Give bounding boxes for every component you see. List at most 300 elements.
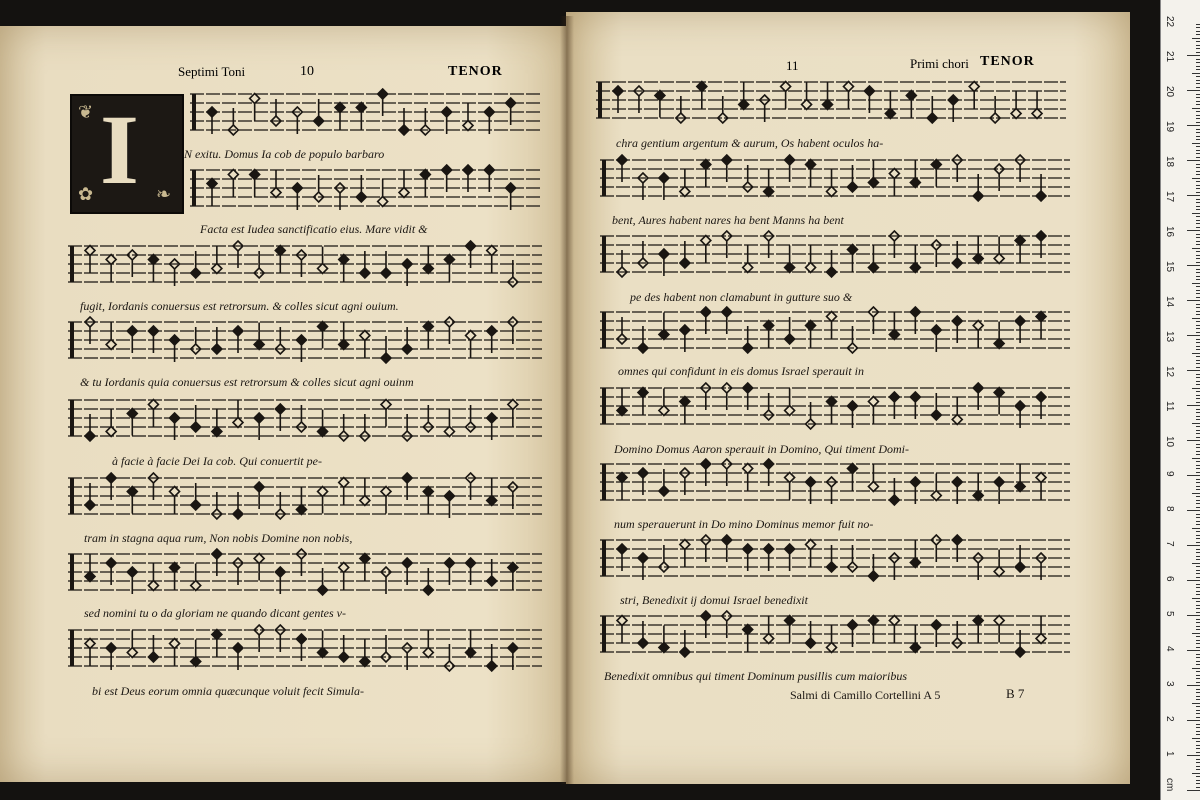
note (847, 464, 857, 491)
note (785, 616, 795, 643)
ruler-tick (1196, 24, 1200, 25)
ruler-tick (1192, 668, 1200, 669)
ruler-tick (1196, 636, 1200, 637)
note (994, 322, 1004, 349)
ruler-tick (1196, 419, 1200, 420)
ruler-tick (1196, 696, 1200, 697)
note (106, 410, 116, 437)
note (910, 246, 920, 273)
ruler-label: 10 (1164, 436, 1175, 448)
measuring-ruler (1160, 0, 1200, 800)
ruler-tick (1196, 104, 1200, 105)
ruler-tick (1196, 132, 1200, 133)
clef-icon (602, 160, 606, 196)
note (617, 616, 627, 643)
note (1036, 617, 1046, 644)
ruler-tick (1192, 178, 1200, 179)
note (743, 625, 753, 652)
ruler-tick (1196, 374, 1200, 375)
ruler-tick (1192, 773, 1200, 774)
ruler-label: 15 (1164, 261, 1175, 273)
ruler-tick (1196, 444, 1200, 445)
ruler-tick (1196, 461, 1200, 462)
staff (68, 473, 542, 519)
ruler-tick (1187, 335, 1200, 336)
note (785, 473, 795, 500)
ruler-tick (1196, 290, 1200, 291)
ruler-tick (1187, 650, 1200, 651)
ruler-tick (1196, 181, 1200, 182)
note (739, 83, 749, 110)
staff (600, 307, 1070, 353)
note (127, 409, 137, 436)
ruler-tick (1196, 507, 1200, 508)
ruler-tick (1192, 73, 1200, 74)
ruler-tick (1192, 143, 1200, 144)
ruler-tick (1196, 136, 1200, 137)
ruler-tick (1196, 27, 1200, 28)
note (360, 331, 370, 358)
note (250, 94, 260, 121)
note (827, 626, 837, 653)
ruler-tick (1196, 745, 1200, 746)
ruler-tick (1196, 538, 1200, 539)
ruler-tick (1196, 447, 1200, 448)
note (994, 550, 1004, 577)
ruler-tick (1196, 465, 1200, 466)
ruler-tick (1196, 654, 1200, 655)
ruler-tick (1196, 787, 1200, 788)
right-choir-heading: Primi chori (910, 56, 969, 71)
ruler-tick (1196, 640, 1200, 641)
ruler-tick (1196, 342, 1200, 343)
staff (600, 611, 1070, 657)
note (233, 401, 243, 428)
note (212, 630, 222, 657)
ruler-tick (1196, 157, 1200, 158)
ruler-tick (1196, 573, 1200, 574)
ruler-tick (1187, 475, 1200, 476)
ruler-tick (1196, 622, 1200, 623)
ruler-tick (1196, 45, 1200, 46)
ruler-label: 7 (1164, 541, 1175, 547)
ruler-tick (1196, 122, 1200, 123)
note (85, 555, 95, 582)
ruler-label: 11 (1164, 401, 1175, 412)
note (318, 247, 328, 274)
ruler-tick (1196, 381, 1200, 382)
ruler-tick (1196, 489, 1200, 490)
note (806, 246, 816, 273)
note (806, 321, 816, 348)
ruler-tick (1196, 216, 1200, 217)
ruler-tick (1196, 367, 1200, 368)
note (463, 104, 473, 131)
note (339, 478, 349, 505)
ruler-tick (1192, 248, 1200, 249)
left-page-number: 10 (300, 64, 314, 79)
ruler-tick (1196, 416, 1200, 417)
note (148, 564, 158, 591)
ruler-tick (1196, 556, 1200, 557)
ruler-tick (1187, 615, 1200, 616)
staff (68, 400, 542, 442)
note (339, 563, 349, 590)
note (318, 631, 328, 658)
note (170, 639, 180, 666)
note (827, 170, 837, 197)
ruler-tick (1196, 220, 1200, 221)
ornament-icon: ✿ (78, 184, 94, 204)
ruler-tick (1192, 108, 1200, 109)
note (868, 397, 878, 424)
ruler-tick (1196, 311, 1200, 312)
ruler-tick (1196, 167, 1200, 168)
ruler-tick (1196, 111, 1200, 112)
ruler-tick (1196, 129, 1200, 130)
ruler-tick (1196, 468, 1200, 469)
ruler-tick (1196, 717, 1200, 718)
note (847, 245, 857, 272)
note (701, 160, 711, 187)
note (806, 160, 816, 187)
clef-icon (192, 94, 196, 130)
ruler-tick (1196, 241, 1200, 242)
ruler-tick (1196, 783, 1200, 784)
ruler-tick (1196, 682, 1200, 683)
note (191, 640, 201, 667)
ruler-tick (1196, 769, 1200, 770)
note (191, 564, 201, 591)
ruler-tick (1196, 748, 1200, 749)
note (701, 236, 711, 263)
note (1032, 92, 1042, 119)
note (335, 103, 345, 130)
note (487, 246, 497, 273)
ruler-tick (1196, 671, 1200, 672)
note (659, 389, 669, 416)
note (228, 170, 238, 197)
ruler-tick (1196, 752, 1200, 753)
ruler-label: 17 (1164, 191, 1175, 203)
ruler-tick (1196, 321, 1200, 322)
staff (68, 241, 542, 287)
note (360, 554, 370, 581)
ruler-tick (1196, 549, 1200, 550)
note (973, 616, 983, 643)
lyric-line: fugit, Iordanis conuersus est retrorsum. & colles sicut agni ouium. (80, 299, 399, 313)
note (973, 321, 983, 348)
ruler-tick (1196, 766, 1200, 767)
staff (190, 165, 540, 210)
ruler-label: 20 (1164, 86, 1175, 98)
ruler-tick (1196, 531, 1200, 532)
ruler-tick (1187, 790, 1200, 791)
ruler-tick (1196, 164, 1200, 165)
note (318, 487, 328, 514)
ornament-icon: ❦ (78, 102, 94, 122)
ruler-label: 13 (1164, 331, 1175, 343)
ruler-tick (1196, 174, 1200, 175)
note (296, 488, 306, 515)
clef-icon (70, 400, 74, 436)
clef-icon (602, 540, 606, 576)
ruler-tick (1196, 409, 1200, 410)
ruler-tick (1196, 237, 1200, 238)
note (764, 321, 774, 348)
ruler-tick (1196, 139, 1200, 140)
ruler-tick (1196, 206, 1200, 207)
note (381, 487, 391, 514)
staff (600, 155, 1070, 201)
note (885, 92, 895, 119)
ruler-tick (1196, 706, 1200, 707)
clef-icon (70, 246, 74, 282)
staff (600, 231, 1070, 277)
ruler-label: 8 (1164, 506, 1175, 512)
ruler-label: 18 (1164, 156, 1175, 168)
note (638, 388, 648, 415)
ruler-tick (1196, 626, 1200, 627)
lyric-line: Domino Domus Aaron sperauit in Domino, Qui timent Domi- (614, 442, 909, 456)
note (806, 540, 816, 567)
note (906, 91, 916, 118)
ruler-tick (1196, 566, 1200, 567)
ruler-tick (1196, 101, 1200, 102)
ruler-tick (1196, 689, 1200, 690)
note (360, 640, 370, 667)
ruler-tick (1196, 97, 1200, 98)
ruler-tick (1187, 90, 1200, 91)
ruler-label: 2 (1164, 716, 1175, 722)
ruler-tick (1196, 146, 1200, 147)
ruler-tick (1196, 258, 1200, 259)
ruler-tick (1196, 377, 1200, 378)
note (1036, 473, 1046, 500)
ruler-tick (1192, 633, 1200, 634)
ruler-tick (1192, 353, 1200, 354)
ruler-tick (1196, 94, 1200, 95)
ruler-tick (1196, 48, 1200, 49)
note (994, 237, 1004, 264)
ruler-tick (1196, 503, 1200, 504)
lyric-line: bi est Deus eorum omnia quæcunque voluit fecit Simula- (92, 684, 364, 698)
ruler-tick (1196, 643, 1200, 644)
note (827, 397, 837, 424)
note (889, 169, 899, 196)
note (1011, 92, 1021, 119)
ruler-tick (1196, 552, 1200, 553)
ruler-tick (1187, 195, 1200, 196)
note (423, 247, 433, 274)
ruler-tick (1187, 720, 1200, 721)
ruler-tick (1192, 318, 1200, 319)
note (785, 246, 795, 273)
ruler-tick (1196, 31, 1200, 32)
ruler-label: 12 (1164, 366, 1175, 378)
ruler-tick (1187, 55, 1200, 56)
ruler-tick (1196, 279, 1200, 280)
ruler-label: 9 (1164, 471, 1175, 477)
ruler-tick (1196, 349, 1200, 350)
ruler-tick (1196, 384, 1200, 385)
lyric-line: Benedixit omnibus qui timent Dominum pusillis cum maioribus (604, 669, 907, 683)
note (275, 246, 285, 273)
right-page-number: 11 (786, 58, 799, 73)
ruler-tick (1192, 423, 1200, 424)
printer-signature: Salmi di Camillo Cortellini A 5 (790, 688, 941, 702)
ruler-tick (1196, 699, 1200, 700)
ruler-tick (1196, 678, 1200, 679)
ruler-tick (1196, 188, 1200, 189)
ruler-tick (1196, 251, 1200, 252)
ruler-tick (1196, 762, 1200, 763)
ruler-tick (1196, 608, 1200, 609)
ruler-tick (1196, 66, 1200, 67)
ruler-tick (1196, 293, 1200, 294)
note (823, 83, 833, 110)
ruler-tick (1196, 269, 1200, 270)
note (127, 487, 137, 514)
ruler-label: 16 (1164, 226, 1175, 238)
note (444, 410, 454, 437)
note (743, 464, 753, 491)
clef-icon (70, 478, 74, 514)
ruler-tick (1196, 223, 1200, 224)
ruler-tick (1196, 727, 1200, 728)
ruler-tick (1196, 118, 1200, 119)
ruler-tick (1196, 356, 1200, 357)
note (868, 616, 878, 643)
ruler-tick (1196, 314, 1200, 315)
note (1015, 236, 1025, 263)
ruler-tick (1196, 276, 1200, 277)
ruler-tick (1196, 619, 1200, 620)
ruler-tick (1196, 664, 1200, 665)
note (271, 171, 281, 198)
lyric-line: à facie à facie Dei Ia cob. Qui conuertit pe- (112, 454, 322, 468)
note (170, 487, 180, 514)
ruler-tick (1196, 262, 1200, 263)
clef-icon (602, 464, 606, 500)
note (212, 247, 222, 274)
note (423, 322, 433, 349)
note (1036, 312, 1046, 339)
ruler-tick (1196, 482, 1200, 483)
ruler-tick (1187, 580, 1200, 581)
ruler-tick (1196, 437, 1200, 438)
ruler-tick (1187, 160, 1200, 161)
note (802, 83, 812, 110)
note (360, 479, 370, 506)
lyric-line: tram in stagna aqua rum, Non nobis Domine non nobis, (84, 531, 353, 545)
note (148, 255, 158, 282)
ruler-tick (1196, 517, 1200, 518)
note (617, 473, 627, 500)
ruler-tick (1196, 41, 1200, 42)
ruler-label: 4 (1164, 646, 1175, 652)
staff (600, 383, 1070, 429)
note (378, 180, 388, 207)
note (85, 639, 95, 666)
ruler-tick (1196, 776, 1200, 777)
note (1015, 465, 1025, 492)
ruler-tick (1196, 83, 1200, 84)
ruler-label: 1 (1164, 751, 1175, 757)
ruler-tick (1192, 493, 1200, 494)
note (254, 323, 264, 350)
lyric-line: & tu Iordanis quia conuersus est retrorsum & colles sicut agni ouinm (80, 375, 414, 389)
ruler-tick (1196, 577, 1200, 578)
ruler-tick (1196, 304, 1200, 305)
ruler-tick (1196, 612, 1200, 613)
ruler-tick (1196, 69, 1200, 70)
ruler-tick (1196, 76, 1200, 77)
ruler-tick (1196, 535, 1200, 536)
gathering-mark: B 7 (1006, 686, 1025, 701)
ruler-tick (1196, 559, 1200, 560)
lyric-line: omnes qui confidunt in eis domus Israel sperauit in (618, 364, 864, 378)
ruler-tick (1196, 601, 1200, 602)
ruler-tick (1196, 591, 1200, 592)
staff (596, 82, 1066, 124)
note (994, 388, 1004, 415)
ruler-label: 5 (1164, 611, 1175, 617)
clef-icon (70, 630, 74, 666)
note (508, 563, 518, 590)
right-voice-heading: TENOR (980, 54, 1035, 69)
note (994, 616, 1004, 643)
ruler-label: 6 (1164, 576, 1175, 582)
ruler-tick (1196, 479, 1200, 480)
note (339, 323, 349, 350)
ruler-tick (1196, 629, 1200, 630)
ruler-tick (1196, 500, 1200, 501)
note (680, 397, 690, 424)
note (697, 82, 707, 109)
note (910, 541, 920, 568)
lyric-line: pe des habent non clamabunt in gutture suo & (630, 290, 853, 304)
ruler-tick (1196, 192, 1200, 193)
ruler-tick (1187, 685, 1200, 686)
ruler-tick (1196, 202, 1200, 203)
ruler-tick (1196, 731, 1200, 732)
ruler-tick (1196, 391, 1200, 392)
ruler-tick (1187, 755, 1200, 756)
ruler-tick (1192, 563, 1200, 564)
clef-icon (598, 82, 602, 118)
note (973, 237, 983, 264)
ruler-tick (1196, 661, 1200, 662)
ruler-tick (1196, 486, 1200, 487)
note (655, 91, 665, 118)
note (952, 398, 962, 425)
ruler-tick (1196, 227, 1200, 228)
note (680, 170, 690, 197)
ruler-tick (1196, 346, 1200, 347)
note (910, 626, 920, 653)
left-tone-heading: Septimi Toni (178, 64, 246, 79)
ruler-tick (1196, 332, 1200, 333)
ruler-tick (1196, 52, 1200, 53)
note (106, 323, 116, 350)
note (444, 255, 454, 282)
ruler-unit: cm (1164, 778, 1175, 792)
clef-icon (602, 312, 606, 348)
ruler-tick (1196, 426, 1200, 427)
ruler-tick (1196, 780, 1200, 781)
ruler-tick (1196, 199, 1200, 200)
